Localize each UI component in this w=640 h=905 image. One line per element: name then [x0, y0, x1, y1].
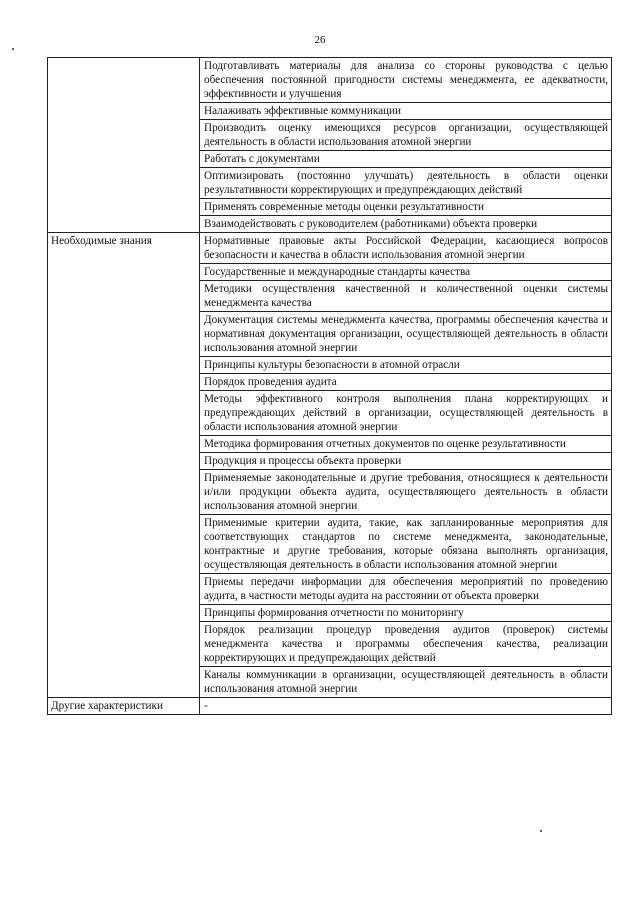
requirements-table [47, 57, 612, 715]
row-label-knowledge: Необходимые знания [48, 233, 200, 698]
skill-item: Применять современные методы оценки результативности [200, 199, 612, 216]
skill-item: Взаимодействовать с руководителем (работниками) объекта проверки [200, 216, 612, 233]
knowledge-item: Нормативные правовые акты Российской Федерации, касающиеся вопросов безопасности и качества в области использования атомной энергии [200, 233, 612, 264]
knowledge-item: Приемы передачи информации для обеспечения мероприятий по проведению аудита, в частности методы аудита на расстоянии от объекта проверки [200, 574, 612, 605]
row-label-continuation [48, 58, 200, 233]
knowledge-item: Методы эффективного контроля выполнения плана корректирующих и предупреждающих действий в организации, осуществляющей деятельность в области использования атомной энергии [200, 391, 612, 436]
skill-item: Налаживать эффективные коммуникации [200, 103, 612, 120]
skill-item: Оптимизировать (постоянно улучшать) деятельность в области оценки результативности корректирующих и предупреждающих действий [200, 168, 612, 199]
page-number: 26 [314, 34, 326, 46]
knowledge-item: Каналы коммуникации в организации, осуществляющей деятельность в области использования атомной энергии [200, 667, 612, 698]
table-row [48, 698, 612, 715]
skill-item: Производить оценку имеющихся ресурсов организации, осуществляющей деятельность в области использования атомной энергии [200, 120, 612, 151]
knowledge-item: Принципы формирования отчетности по мониторингу [200, 605, 612, 622]
knowledge-item: Государственные и международные стандарты качества [200, 264, 612, 281]
knowledge-item: Порядок реализации процедур проведения аудитов (проверок) системы менеджмента качества и программы обеспечения качества, реализации корректирующих и предупреждающих действий [200, 622, 612, 667]
other-item: - [200, 698, 612, 715]
knowledge-item: Документация системы менеджмента качества, программы обеспечения качества и нормативная документация организации, осуществляющей деятельность в области использования атомной энергии [200, 312, 612, 357]
knowledge-item: Принципы культуры безопасности в атомной отрасли [200, 357, 612, 374]
skill-item: Работать с документами [200, 151, 612, 168]
knowledge-item: Применимые критерии аудита, такие, как запланированные мероприятия для соответствующих стандартов по системе менеджмента, законодательные, контрактные и другие требования, которые обязана выполнять организация, осуществляющая деятельность в области использования атомной энергии [200, 515, 612, 574]
knowledge-item: Методика формирования отчетных документов по оценке результативности [200, 436, 612, 453]
scan-speck [540, 830, 542, 832]
knowledge-item: Продукция и процессы объекта проверки [200, 453, 612, 470]
table-row [48, 233, 612, 264]
skill-item: Подготавливать материалы для анализа со стороны руководства с целью обеспечения постоянной пригодности системы менеджмента, ее адекватности, эффективности и улучшения [200, 58, 612, 103]
knowledge-item: Методики осуществления качественной и количественной оценки системы менеджмента качества [200, 281, 612, 312]
knowledge-item: Применяемые законодательные и другие требования, относящиеся к деятельности и/или продукции объекта аудита, осуществляющего деятельность в области использования атомной энергии [200, 470, 612, 515]
scan-speck [12, 48, 14, 50]
knowledge-item: Порядок проведения аудита [200, 374, 612, 391]
row-label-other: Другие характеристики [48, 698, 200, 715]
table-row [48, 58, 612, 103]
